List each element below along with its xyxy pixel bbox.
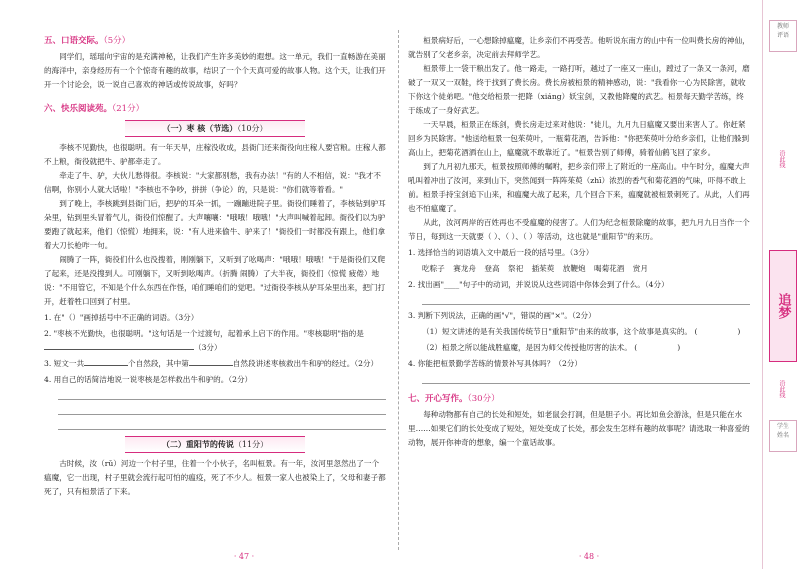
section-7-heading: 七、开心写作。（30分）: [408, 394, 500, 404]
reading-2-paragraph: 一天早晨，桓景正在练剑，费长房走过来对他说："徒儿，九月九日瘟魔又要出来害人了。你赶紧回乡为民除害。"他送给桓景一包茱萸叶，一瓶菊花酒，告诉他："你把茱萸叶分给乡亲们，让他们躲到高山上，把菊花酒洒在山上，瘟魔就不敢靠近了。"桓景告别了师傅，骑着仙鹤飞回了家乡。: [408, 120, 750, 157]
cut-line-label: 沿此线: [778, 380, 785, 398]
cut-line-label: 沿此线: [778, 150, 785, 168]
reading-1-paragraph: 牵走了牛、驴，大伙儿愁得很。李核说："大家都别愁，我有办法！"有的人不相信，说："我才不信啊，你别小人就大话啦！"李核也不争吵，拼拼（争论）的，只是说："你们就等着看。": [44, 171, 382, 194]
page-divider: [398, 30, 399, 550]
answer-line[interactable]: [422, 373, 750, 384]
answer-blank[interactable]: [84, 357, 128, 366]
reading-2-paragraph: 到了九月初九那天，桓景按照师傅的嘱咐，把乡亲们带上了附近的一座高山。中午时分，瘟魔大声吼叫着冲出了汝河，来到山下，突然闻到一阵阵茱萸（zhī）浓烈的香气和菊花酒的气味，吓得不敢上前。桓景手持宝剑追下山来，和瘟魔大战了起来，几个回合下来，瘟魔就被桓景刺死了。从此，人们再也不怕瘟魔了。: [408, 162, 750, 213]
reading-2-paragraph: 从此，汝河两岸的百姓再也不受瘟魔的侵害了。人们为纪念桓景除魔的故事，把九月九日当作一个节日，每到这一天就要（ ）、（ ）、（ ）等活动，这也就是"重阳节"的来历。: [408, 218, 750, 241]
answer-blank[interactable]: [189, 357, 233, 366]
reading-2-title: （二）重阳节的传说（11分）: [125, 436, 305, 453]
reading-2-paragraph: 桓景带上一袋干粮出发了。他一路走，一路打听，越过了一座又一座山，蹚过了一条又一条河，磨破了一双又一双鞋，终于找到了费长房。费长房被桓景的精神感动，说："我看你一心为民除害，就收下你这个徒弟吧。"他交给桓景一把降（xiáng）妖宝剑，又教他降魔的武艺。桓景每天勤学苦练，终于练成了一身好武艺。: [408, 64, 750, 115]
reading-2-paragraph: 桓景病好后，一心想除掉瘟魔，让乡亲们不再受苦。他听说东南方的山中有一位叫费长房的神仙，就告别了父老乡亲，决定前去拜师学艺。: [408, 36, 750, 59]
reading-1-paragraph: 闹腾了一阵，衙役们什么也没搜着，刚刚躺下，又听到了吆喝声："哦哦！哦哦！"于是衙役们又爬了起来，还是没搜到人。可刚躺下，又听到吆喝声。（折腾 闹腾）了大半夜，衙役们（惊慌 疲倦）地说："不用管它，不知是个什么东西在作怪，咱们睡咱们的觉吧。"过衙役李核从驴耳朵里出来，把门打开，赶着牲口回到了村里。: [44, 255, 386, 306]
page-number: · 48 ·: [578, 552, 600, 561]
question-1: 1. 选择恰当的词语填入文中最后一段的括号里。（3分）: [408, 248, 594, 257]
section-5-heading: 五、口语交际。（5分）: [44, 36, 131, 46]
reading-1-paragraph: 到了晚上，李核跳到县衙门后，把驴的耳朵一抓，一蹦蹦进院子里。衙役们睡着了，李核钻到驴耳朵里，钻到里头冒着气儿，衙役们惊醒了。大声嚷嚷："哦哦！哦哦！"大声叫喊着起卸。衙役们以为驴要跑了就起来，他们（惊慌）地拥来，说："有人进来偷牛、驴来了！"衙役们一时都没有跟上，他们拿着大刀长枪咋一句。: [44, 199, 386, 250]
brand-logo: 追梦: [769, 250, 797, 362]
teacher-comment-box: 教师 评语: [769, 20, 797, 52]
section-6-heading: 六、快乐阅读苑。（21分）: [44, 104, 145, 114]
section-5-text: 同学们，瑶瑶向宇宙的是充满神秘，让我们产生许多美妙的遐想。这一单元，我们一直畅游在美丽的海洋中，亲身经历有一个个惊奇有趣的故事，结识了一个个天真可爱的故事人物。这个天，让我们开开一个讨论会，说一说自己喜欢的神话或传说故事，好吗？: [44, 52, 386, 89]
section-7-text: 每种动物都有自己的长处和短处，如老鼠会打洞，但是胆子小。再比如鱼会游泳，但是只能在水里……如果它们的长处变成了短处，短处变成了长处，那会发生怎样有趣的故事呢？请选取一种喜爱的动物，展开你神奇的想象，编一个童话故事。: [408, 410, 750, 447]
answer-line[interactable]: [58, 419, 386, 430]
question-3-2: （2）桓景之所以能战胜瘟魔，是因为师父传授他厉害的法术。 ( ): [422, 343, 681, 352]
question-2: 2. 找出画"____"句子中的动词，并说说从这些词语中你体会到了什么。（4分）: [408, 280, 669, 289]
answer-line[interactable]: [58, 404, 386, 415]
side-strip: [762, 0, 800, 569]
question-4: 4. 用自己的话简洁地说一说枣核是怎样救出牛和驴的。（2分）: [44, 375, 253, 384]
question-3: 3. 短文一共 个自然段，其中第 自然段讲述枣核救出牛和驴的经过。（2分）: [44, 359, 379, 368]
reading-1-paragraph: 李核不见勤快，也很聪明。有一年天旱，庄稼没收成，县衙门还来衙役向庄稼人要官粮。庄稼人都不上粮，衙役就把牛、驴都牵走了。: [44, 143, 386, 166]
question-3: 3. 判断下列说法，正确的画"√"，错误的画"×"。（2分）: [408, 311, 596, 320]
right-page: [400, 0, 762, 569]
question-4: 4. 你能把桓景勤学苦练的情景补写具体吗？（2分）: [408, 359, 582, 368]
question-2: 2. "枣核不光勤快，也很聪明。"这句话是一个过渡句，起着承上启下的作用。"枣核聪明"指的是 （3分）: [44, 329, 364, 352]
reading-1-title: （一）枣 核（节选）（10分）: [125, 120, 305, 137]
question-3-1: （1）短文讲述的是有关我国传统节日"重阳节"由来的故事，这个故事是真实的。 ( ): [422, 327, 741, 336]
question-1: 1. 在"（）"画掉括号中不正确的词语。（3分）: [44, 313, 199, 322]
reading-2-paragraph: 古时候，汝（rǔ）河边一个村子里，住着一个小伙子，名叫桓景。有一年，汝河里忽然出了一个瘟魔，它一出现，村子里就会流行起可怕的瘟疫，死了不少人。桓景一家人也被染上了，父母和妻子都死了，只有桓景活了下来。: [44, 459, 386, 496]
answer-blank[interactable]: [44, 341, 194, 350]
student-name-box: 学生 姓名: [769, 420, 797, 452]
answer-line[interactable]: [422, 294, 750, 305]
answer-line[interactable]: [58, 389, 386, 400]
word-bank: 吃粽子 赛龙舟 登高 祭祀 插茱萸 放鞭炮 喝菊花酒 赏月: [422, 264, 648, 273]
page-number: · 47 ·: [233, 552, 255, 561]
